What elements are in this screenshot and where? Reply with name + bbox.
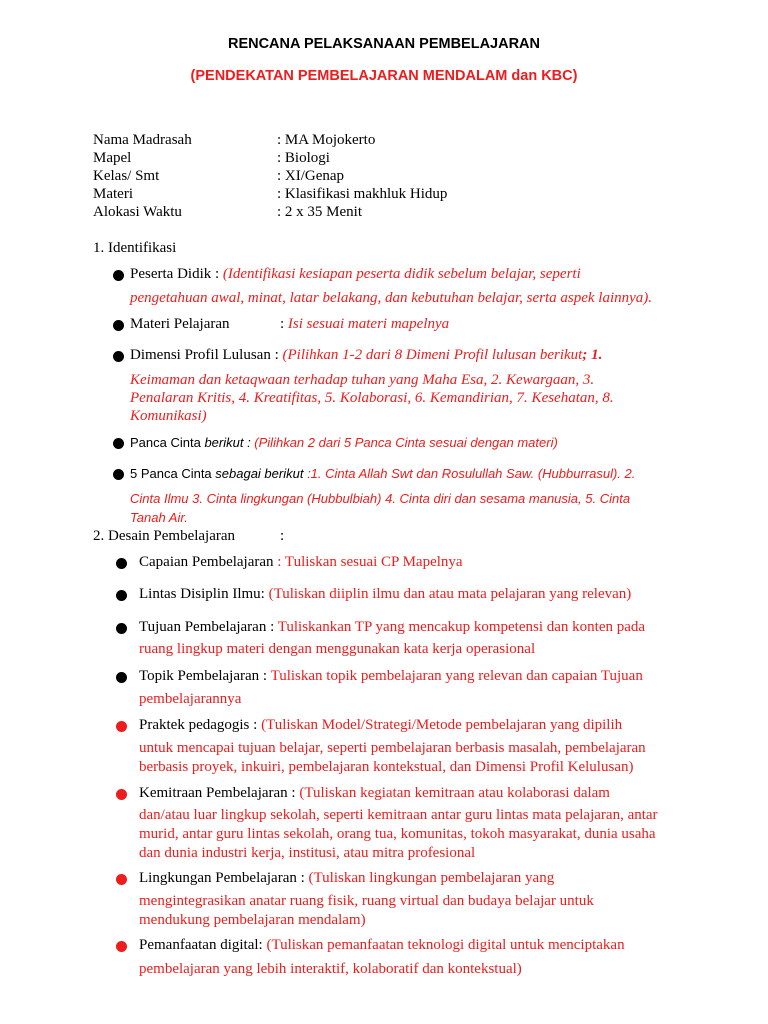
praktek-pedagogis-line3: berbasis proyek, inkuiri, pembelajaran kontekstual, dan Dimensi Profil Kelulusan) — [139, 759, 634, 775]
bullet-icon — [116, 941, 127, 952]
section-identifikasi-heading: 1. Identifikasi — [93, 240, 177, 256]
bullet-icon — [116, 590, 127, 601]
lingkungan-line1: Lingkungan Pembelajaran : (Tuliskan lingkungan pembelajaran yang — [139, 870, 555, 886]
bullet-icon — [116, 721, 127, 732]
panca-cinta-line: Panca Cinta berikut : (Pilihkan 2 dari 5 Panca Cinta sesuai dengan materi) — [130, 435, 558, 450]
dimensi-profil-line4: Komunikasi) — [130, 408, 207, 424]
capaian-pembelajaran-line1: Capaian Pembelajaran : Tuliskan sesuai CP Mapelnya — [139, 554, 463, 570]
lingkungan-line3: mendukung pembelajaran mendalam) — [139, 912, 366, 928]
kemitraan-line1: Kemitraan Pembelajaran : (Tuliskan kegiatan kemitraan atau kolaborasi dalam — [139, 785, 610, 801]
materi-pelajaran-label: Materi Pelajaran — [130, 316, 230, 332]
info-row-mapel: Mapel : Biologi — [93, 150, 330, 166]
kemitraan-line2: dan/atau luar lingkup sekolah, seperti kemitraan antar guru lintas mata pelajaran, antar — [139, 807, 658, 823]
info-row-kelas: Kelas/ Smt : XI/Genap — [93, 168, 345, 184]
bullet-icon — [116, 558, 127, 569]
document-subtitle: (PENDEKATAN PEMBELAJARAN MENDALAM dan KBC) — [190, 68, 578, 84]
section-desain-heading: 2. Desain Pembelajaran — [93, 528, 236, 544]
pemanfaatan-digital-line1: Pemanfaatan digital: (Tuliskan pemanfaatan teknologi digital untuk menciptakan — [139, 937, 625, 953]
bullet-icon — [113, 438, 124, 449]
materi-pelajaran-value: : Isi sesuai materi mapelnya — [280, 316, 450, 332]
lima-panca-cinta-line2: Cinta Ilmu 3. Cinta lingkungan (Hubbulbiah) 4. Cinta diri dan sesama manusia, 5. Cinta — [130, 491, 631, 506]
dimensi-profil-line3: Penalaran Kritis, 4. Kreatifitas, 5. Kolaborasi, 6. Kemandirian, 7. Kesehatan, 8. — [130, 390, 614, 406]
kemitraan-line4: dan dunia industri kerja, institusi, atau mitra profesional — [139, 845, 476, 861]
peserta-didik-line1: Peserta Didik : (Identifikasi kesiapan peserta didik sebelum belajar, seperti — [130, 266, 581, 282]
dimensi-profil-line2: Keimaman dan ketaqwaan terhadap tuhan yang Maha Esa, 2. Kewargaan, 3. — [130, 372, 595, 388]
bullet-icon — [113, 351, 124, 362]
lintas-disiplin-line1: Lintas Disiplin Ilmu: (Tuliskan diiplin ilmu dan atau mata pelajaran yang relevan) — [139, 586, 632, 602]
topik-pembelajaran-line1: Topik Pembelajaran : Tuliskan topik pembelajaran yang relevan dan capaian Tujuan — [139, 668, 643, 684]
bullet-icon — [116, 672, 127, 683]
bullet-icon — [113, 469, 124, 480]
peserta-didik-line2: pengetahuan awal, minat, latar belakang, dan kebutuhan belajar, serta aspek lainnya). — [130, 290, 653, 306]
dimensi-profil-line1: Dimensi Profil Lulusan : (Pilihkan 1-2 dari 8 Dimeni Profil lulusan berikut; 1. — [130, 347, 603, 363]
tujuan-pembelajaran-line1: Tujuan Pembelajaran : Tuliskankan TP yang mencakup kompetensi dan konten pada — [139, 619, 646, 635]
praktek-pedagogis-line1: Praktek pedagogis : (Tuliskan Model/Strategi/Metode pembelajaran yang dipilih — [139, 717, 623, 733]
bullet-icon — [116, 789, 127, 800]
section-desain-colon: : — [280, 528, 285, 544]
info-row-materi: Materi : Klasifikasi makhluk Hidup — [93, 186, 448, 202]
info-row-alokasi: Alokasi Waktu : 2 x 35 Menit — [93, 204, 362, 220]
document-title: RENCANA PELAKSANAAN PEMBELAJARAN — [227, 36, 541, 52]
lima-panca-cinta-line3: Tanah Air. — [130, 510, 188, 525]
bullet-icon — [116, 623, 127, 634]
kemitraan-line3: murid, antar guru lintas sekolah, orang tua, komunitas, tokoh masyarakat, dunia usaha — [139, 826, 656, 842]
lingkungan-line2: mengintegrasikan anatar ruang fisik, ruang virtual dan budaya belajar untuk — [139, 893, 594, 909]
lima-panca-cinta-line1: 5 Panca Cinta sebagai berikut :1. Cinta Allah Swt dan Rosulullah Saw. (Hubburrasul). 2. — [130, 466, 636, 481]
bullet-icon — [116, 874, 127, 885]
bullet-icon — [113, 270, 124, 281]
bullet-icon — [113, 320, 124, 331]
topik-pembelajaran-line2: pembelajarannya — [139, 691, 242, 707]
tujuan-pembelajaran-line2: ruang lingkup materi dengan menggunakan kata kerja operasional — [139, 641, 536, 657]
praktek-pedagogis-line2: untuk mencapai tujuan belajar, seperti pembelajaran berbasis masalah, pembelajaran — [139, 740, 646, 756]
info-row-madrasah: Nama Madrasah : MA Mojokerto — [93, 132, 376, 148]
pemanfaatan-digital-line2: pembelajaran yang lebih interaktif, kolaboratif dan kontekstual) — [139, 961, 522, 977]
